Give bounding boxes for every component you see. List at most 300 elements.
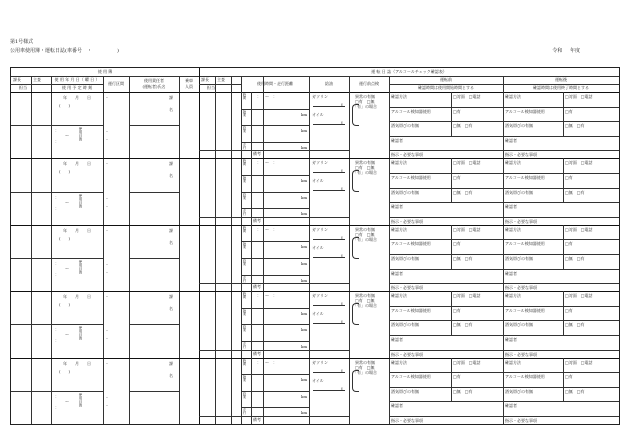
fuel-oil-label: オイル bbox=[312, 112, 324, 117]
entry-section-label: 課 bbox=[169, 227, 173, 233]
right-col-6 bbox=[349, 76, 350, 424]
defect-label: 異常の有無 bbox=[355, 160, 375, 166]
right-col-2 bbox=[231, 76, 232, 424]
before-method-options: □対面 □電話 bbox=[453, 293, 481, 299]
entry-start-time: ： bbox=[55, 194, 59, 200]
confirm-row-rule bbox=[389, 107, 619, 108]
remarks-rule bbox=[199, 416, 349, 417]
fuel-oil-label: オイル bbox=[312, 377, 324, 383]
before-method-options: □対面 □電話 bbox=[453, 359, 481, 365]
entry-start-time: ： bbox=[55, 393, 59, 399]
after-instruction-label: 指示・必要な事項 bbox=[505, 351, 537, 357]
entry-name-label: 名 bbox=[169, 107, 173, 112]
entry-route-dot-3: ・ bbox=[105, 402, 109, 408]
entry-tilde: 〜 bbox=[65, 332, 69, 338]
entry-purpose: 使用目的 bbox=[79, 260, 83, 274]
usage-label-col bbox=[251, 291, 252, 357]
confirm-row-rule bbox=[389, 350, 619, 351]
usage-end-label: 終業 bbox=[242, 325, 246, 332]
entry-section-label: 課 bbox=[169, 360, 173, 366]
after-alcohol-option: □有 bbox=[565, 241, 573, 247]
usage-time-label: 時間 bbox=[242, 225, 246, 233]
usage-start-label: 始業 bbox=[242, 375, 246, 382]
entry-start-time: ： bbox=[55, 128, 59, 134]
entry-route-dot-3: ・ bbox=[105, 336, 109, 342]
confirm-row-rule bbox=[389, 188, 619, 189]
block-separator bbox=[11, 158, 619, 159]
usage-time-label: 時間 bbox=[242, 93, 246, 100]
before-alcohol-option: □有 bbox=[453, 374, 461, 380]
before-method-label: 確認方法 bbox=[391, 94, 407, 99]
after-method-options: □対面 □電話 bbox=[565, 160, 593, 166]
entry-end-time: ： bbox=[55, 404, 59, 410]
entry-route-dot-3: ・ bbox=[105, 270, 109, 275]
left-user-header-1: 使用責任者 bbox=[144, 78, 164, 83]
right-col-1 bbox=[215, 76, 216, 424]
after-instruction-label: 指示・必要な事項 bbox=[505, 418, 537, 423]
entry-weekday: ( ) bbox=[59, 368, 71, 374]
entry-weekday: ( ) bbox=[59, 302, 71, 308]
gasoline-unit: ℓ bbox=[341, 168, 343, 174]
fuel-oil-label: オイル bbox=[312, 244, 324, 250]
before-drunk-label: 酒気帯びの有無 bbox=[391, 189, 419, 195]
remarks-label: 備考 bbox=[253, 217, 261, 223]
entry-route-dot-2: ・ bbox=[105, 328, 109, 334]
hanno-split bbox=[11, 192, 51, 193]
left-dept-header: 課長 bbox=[13, 77, 21, 82]
entry-tilde: 〜 bbox=[65, 199, 69, 205]
fuel-oil-label: オイル bbox=[312, 178, 324, 184]
after-drunk-label: 酒気帯びの有無 bbox=[505, 322, 533, 328]
after-alcohol-option: □有 bbox=[565, 175, 573, 180]
entry-route-dot-2: ・ bbox=[105, 262, 109, 267]
fuel-gasoline-label: ガソリン bbox=[312, 359, 328, 365]
date-split bbox=[51, 192, 103, 193]
fuel-gasoline-label: ガソリン bbox=[312, 226, 328, 232]
right-col-4 bbox=[263, 76, 264, 424]
entry-date: 年 月 日 bbox=[63, 360, 91, 366]
before-drunk-label: 酒気帯びの有無 bbox=[391, 256, 419, 261]
date-split bbox=[51, 258, 103, 259]
after-drunk-label: 酒気帯びの有無 bbox=[505, 256, 533, 261]
usage-distance-label: 走行 bbox=[242, 275, 246, 282]
right-chief-header: 主査 bbox=[217, 77, 225, 82]
after-instruction-label: 指示・必要な事項 bbox=[505, 152, 537, 158]
before-drunk-options: □無 □有 bbox=[453, 123, 473, 129]
log-table bbox=[10, 67, 620, 425]
usage-start-km: km bbox=[301, 244, 308, 250]
before-alcohol-label: アルコール検知器使用 bbox=[391, 108, 431, 114]
remarks-label: 備考 bbox=[253, 417, 261, 422]
after-header: 運転後 bbox=[555, 77, 567, 82]
fiscal-year bbox=[546, 47, 580, 54]
after-confirmer-label: 確認者 bbox=[505, 137, 517, 143]
year-label: 年度 bbox=[569, 48, 580, 54]
right-fuel-header: 給油 bbox=[325, 81, 333, 86]
before-method-options: □対面 □電話 bbox=[453, 226, 481, 232]
after-drunk-options: □無 □有 bbox=[565, 256, 585, 261]
entry-weekday: ( ) bbox=[59, 103, 71, 108]
before-value-col bbox=[451, 92, 452, 136]
oil-unit: ℓ bbox=[341, 319, 343, 325]
entry-route-dot-2: ・ bbox=[105, 195, 109, 201]
defect-label: 異常の有無 bbox=[355, 359, 375, 365]
before-method-options: □対面 □電話 bbox=[453, 160, 481, 166]
defect-options: □有 □無 bbox=[355, 298, 375, 304]
defect-options: □有 □無 bbox=[355, 165, 375, 171]
after-drunk-options: □無 □有 bbox=[565, 189, 585, 195]
usage-end-km: km bbox=[301, 261, 308, 266]
after-alcohol-label: アルコール検知器使用 bbox=[505, 241, 545, 247]
after-drunk-label: 酒気帯びの有無 bbox=[505, 123, 533, 129]
usage-time-range: ： 〜 ： bbox=[257, 94, 277, 99]
fuel-gasoline-label: ガソリン bbox=[312, 160, 328, 166]
entry-route-dot-2: ・ bbox=[105, 129, 109, 135]
before-confirmer-label: 確認者 bbox=[391, 403, 403, 409]
after-alcohol-option: □有 bbox=[565, 374, 573, 380]
before-confirmer-label: 確認者 bbox=[391, 204, 403, 210]
gasoline-unit: ℓ bbox=[341, 301, 343, 307]
fuel-gasoline-label: ガソリン bbox=[312, 293, 328, 299]
confirm-row-rule bbox=[389, 306, 619, 307]
remarks-rule bbox=[199, 283, 349, 284]
user-split bbox=[129, 192, 179, 193]
date-split bbox=[51, 391, 103, 392]
before-method-label: 確認方法 bbox=[391, 160, 407, 166]
defect-if-yes: 「有」の場合 bbox=[353, 170, 377, 176]
before-header: 運転前 bbox=[440, 77, 452, 82]
entry-weekday: ( ) bbox=[59, 235, 71, 241]
before-instruction-label: 指示・必要な事項 bbox=[391, 218, 423, 224]
before-alcohol-option: □有 bbox=[453, 307, 461, 313]
confirm-row-rule bbox=[389, 401, 619, 402]
era-label: 令和 bbox=[552, 48, 563, 54]
after-sub-header: 確認時間は使用終了時間とする bbox=[533, 85, 589, 90]
usage-end-label: 終業 bbox=[242, 192, 246, 199]
left-col-1 bbox=[31, 76, 32, 424]
date-split bbox=[51, 324, 103, 325]
after-method-label: 確認方法 bbox=[505, 359, 521, 365]
usage-distance-km: km bbox=[301, 144, 308, 150]
before-alcohol-option: □有 bbox=[453, 108, 461, 114]
entry-route-dot-1: ・ bbox=[105, 95, 109, 100]
defect-if-yes: 「有」の場合 bbox=[353, 104, 377, 109]
defect-bracket bbox=[352, 170, 359, 192]
after-drunk-options: □無 □有 bbox=[565, 123, 585, 129]
entry-purpose: 使用目的 bbox=[79, 193, 83, 208]
usage-distance-km: km bbox=[301, 211, 308, 217]
block-separator bbox=[11, 225, 619, 226]
defect-if-yes: 「有」の場合 bbox=[353, 236, 377, 242]
usage-distance-label: 走行 bbox=[242, 209, 246, 216]
remarks-rule bbox=[199, 150, 349, 151]
after-method-label: 確認方法 bbox=[505, 94, 521, 99]
before-drunk-options: □無 □有 bbox=[453, 388, 473, 394]
section-divider bbox=[199, 68, 200, 424]
after-alcohol-label: アルコール検知器使用 bbox=[505, 175, 545, 180]
usage-label-col bbox=[251, 92, 252, 158]
before-instruction-label: 指示・必要な事項 bbox=[391, 152, 423, 158]
confirm-row-rule bbox=[389, 335, 619, 336]
remarks-rule bbox=[199, 217, 349, 218]
usage-distance-label: 走行 bbox=[242, 142, 246, 150]
defect-options: □有 □無 bbox=[355, 364, 375, 370]
right-dept-header: 課長 bbox=[201, 77, 209, 82]
after-drunk-label: 酒気帯びの有無 bbox=[505, 189, 533, 195]
after-drunk-label: 酒気帯びの有無 bbox=[505, 388, 533, 394]
usage-time-range: ： 〜 ： bbox=[257, 160, 277, 166]
after-drunk-options: □無 □有 bbox=[565, 388, 585, 394]
fuel-gasoline-label: ガソリン bbox=[312, 94, 328, 99]
usage-start-km: km bbox=[301, 310, 308, 316]
before-instruction-label: 指示・必要な事項 bbox=[391, 418, 423, 423]
after-alcohol-label: アルコール検知器使用 bbox=[505, 108, 545, 114]
confirm-row-rule bbox=[389, 202, 619, 203]
after-method-options: □対面 □電話 bbox=[565, 359, 593, 365]
remarks-label: 備考 bbox=[253, 284, 261, 290]
confirm-row-rule bbox=[389, 269, 619, 270]
confirm-row-rule bbox=[389, 387, 619, 388]
entry-date: 年 月 日 bbox=[63, 161, 91, 167]
confirm-row-rule bbox=[389, 283, 619, 284]
entry-route-dot-2: ・ bbox=[105, 394, 109, 400]
after-confirmer-label: 確認者 bbox=[505, 337, 517, 342]
before-drunk-label: 酒気帯びの有無 bbox=[391, 123, 419, 129]
oil-unit: ℓ bbox=[341, 120, 343, 125]
usage-end-label: 終業 bbox=[242, 126, 246, 133]
left-col-2 bbox=[51, 76, 52, 424]
left-col-3 bbox=[103, 76, 104, 424]
user-split bbox=[129, 258, 179, 259]
after-value-col bbox=[563, 291, 564, 335]
before-confirmer-label: 確認者 bbox=[391, 270, 403, 276]
after-instruction-label: 指示・必要な事項 bbox=[505, 285, 537, 291]
after-method-options: □対面 □電話 bbox=[565, 293, 593, 299]
hanno-split bbox=[11, 391, 51, 392]
right-header-mid bbox=[199, 84, 241, 85]
left-route-header: 運行区間 bbox=[108, 81, 124, 86]
before-sub-header: 確認時間は使用開始時間とする bbox=[418, 85, 474, 90]
entry-end-time: ： bbox=[55, 338, 59, 344]
usage-end-km: km bbox=[301, 327, 308, 333]
after-value-col bbox=[563, 158, 564, 202]
before-drunk-options: □無 □有 bbox=[453, 189, 473, 195]
usage-log-title: 使 用 簿 bbox=[97, 69, 113, 74]
fuel-oil-label: オイル bbox=[312, 311, 324, 317]
oil-unit: ℓ bbox=[341, 252, 343, 258]
before-alcohol-label: アルコール検知器使用 bbox=[391, 307, 431, 313]
usage-end-label: 終業 bbox=[242, 391, 246, 399]
confirm-row-rule bbox=[389, 217, 619, 218]
usage-time-range: ： 〜 ： bbox=[257, 293, 277, 299]
oil-unit: ℓ bbox=[341, 186, 343, 192]
usage-distance-km: km bbox=[301, 277, 308, 283]
confirm-row-rule bbox=[389, 173, 619, 174]
block-separator bbox=[11, 291, 619, 292]
usage-start-km: km bbox=[301, 178, 308, 183]
usage-distance-km: km bbox=[301, 410, 308, 416]
defect-options: □有 □無 bbox=[355, 99, 375, 104]
entry-weekday: ( ) bbox=[59, 169, 71, 175]
after-value-col bbox=[563, 92, 564, 136]
remarks-label: 備考 bbox=[253, 350, 261, 356]
remarks-rule bbox=[199, 350, 349, 351]
usage-label-col bbox=[251, 358, 252, 424]
left-date-header: 使 用 年 月 日（ 曜 日 ） bbox=[54, 77, 100, 82]
user-split bbox=[129, 125, 179, 126]
after-method-options: □対面 □電話 bbox=[565, 226, 593, 232]
defect-label: 異常の有無 bbox=[355, 293, 375, 299]
entry-start-time: ： bbox=[55, 261, 59, 266]
entry-route-dot-3: ・ bbox=[105, 137, 109, 143]
usage-start-km: km bbox=[301, 377, 308, 383]
before-drunk-label: 酒気帯びの有無 bbox=[391, 322, 419, 328]
gasoline-unit: ℓ bbox=[341, 102, 343, 107]
hanno-split bbox=[11, 324, 51, 325]
confirm-row-rule bbox=[389, 150, 619, 151]
entry-route-dot-3: ・ bbox=[105, 203, 109, 209]
left-count-header-1: 乗車 bbox=[185, 78, 193, 83]
defect-bracket bbox=[352, 104, 359, 126]
confirm-row-rule bbox=[389, 254, 619, 255]
before-alcohol-label: アルコール検知器使用 bbox=[391, 175, 431, 180]
usage-end-label: 終業 bbox=[242, 259, 246, 266]
entry-route-dot-1: ・ bbox=[105, 227, 109, 233]
defect-if-yes: 「有」の場合 bbox=[353, 303, 377, 309]
usage-start-label: 始業 bbox=[242, 109, 246, 116]
usage-time-range: ： 〜 ： bbox=[257, 226, 277, 232]
before-confirmer-label: 確認者 bbox=[391, 337, 403, 342]
hanno-split bbox=[11, 258, 51, 259]
defect-options: □有 □無 bbox=[355, 231, 375, 237]
after-instruction-label: 指示・必要な事項 bbox=[505, 218, 537, 224]
usage-start-label: 始業 bbox=[242, 242, 246, 249]
right-status-header: 運行前点検 bbox=[359, 81, 379, 86]
before-alcohol-label: アルコール検知器使用 bbox=[391, 241, 431, 247]
entry-tilde: 〜 bbox=[65, 266, 69, 271]
left-hanno-header: 担当 bbox=[19, 85, 27, 90]
usage-start-km: km bbox=[301, 111, 308, 117]
usage-time-label: 時間 bbox=[242, 358, 246, 365]
confirm-row-rule bbox=[389, 136, 619, 137]
before-method-label: 確認方法 bbox=[391, 359, 407, 365]
entry-name-label: 名 bbox=[169, 239, 173, 245]
after-alcohol-option: □有 bbox=[565, 108, 573, 114]
usage-time-label: 時間 bbox=[242, 159, 246, 166]
entry-section-label: 課 bbox=[169, 95, 173, 100]
after-alcohol-label: アルコール検知器使用 bbox=[505, 374, 545, 380]
date-split bbox=[51, 125, 103, 126]
before-confirmer-label: 確認者 bbox=[391, 137, 403, 143]
hanno-split bbox=[11, 125, 51, 126]
after-drunk-options: □無 □有 bbox=[565, 322, 585, 328]
before-drunk-options: □無 □有 bbox=[453, 322, 473, 328]
user-split bbox=[129, 391, 179, 392]
before-alcohol-option: □有 bbox=[453, 241, 461, 247]
left-user-header-2: (運転者)氏名 bbox=[142, 84, 166, 89]
defect-label: 異常の有無 bbox=[355, 226, 375, 232]
usage-label-col bbox=[251, 158, 252, 224]
before-value-col bbox=[451, 291, 452, 335]
oil-unit: ℓ bbox=[341, 385, 343, 391]
header-bottom-rule bbox=[11, 92, 619, 93]
usage-end-km: km bbox=[301, 194, 308, 200]
usage-distance-label: 走行 bbox=[242, 408, 246, 415]
before-method-label: 確認方法 bbox=[391, 226, 407, 232]
after-alcohol-option: □有 bbox=[565, 307, 573, 313]
defect-bracket bbox=[352, 237, 359, 259]
after-confirmer-label: 確認者 bbox=[505, 403, 517, 409]
usage-start-label: 始業 bbox=[242, 176, 246, 183]
after-method-label: 確認方法 bbox=[505, 160, 521, 166]
defect-bracket bbox=[352, 370, 359, 392]
after-value-col bbox=[563, 358, 564, 402]
block-separator bbox=[11, 358, 619, 359]
defect-bracket bbox=[352, 303, 359, 325]
usage-end-km: km bbox=[301, 393, 308, 399]
entry-tilde: 〜 bbox=[65, 398, 69, 404]
usage-start-label: 始業 bbox=[242, 308, 246, 316]
user-split bbox=[129, 324, 179, 325]
entry-route-dot-1: ・ bbox=[105, 161, 109, 167]
entry-route-dot-1: ・ bbox=[105, 360, 109, 366]
before-drunk-options: □無 □有 bbox=[453, 256, 473, 261]
after-method-options: □対面 □電話 bbox=[565, 94, 593, 99]
before-value-col bbox=[451, 358, 452, 402]
before-instruction-label: 指示・必要な事項 bbox=[391, 285, 423, 291]
entry-purpose: 使用目的 bbox=[79, 326, 83, 341]
usage-distance-km: km bbox=[301, 344, 308, 349]
usage-end-km: km bbox=[301, 128, 308, 134]
left-time-header: 使 用 予 定 時 刻 bbox=[61, 85, 93, 90]
after-value-col bbox=[563, 225, 564, 269]
entry-end-time: ： bbox=[55, 272, 59, 277]
entry-name-label: 名 bbox=[169, 306, 173, 312]
driving-log-title: 運 転 日 誌（アルコールチェック確認表） bbox=[371, 69, 447, 74]
after-method-label: 確認方法 bbox=[505, 293, 521, 299]
left-col-4 bbox=[129, 76, 130, 424]
entry-section-label: 課 bbox=[169, 294, 173, 300]
form-title: 公用車使用簿・運転日誌(車番号 ・ ) bbox=[10, 48, 119, 54]
before-value-col bbox=[451, 158, 452, 202]
before-drunk-label: 酒気帯びの有無 bbox=[391, 388, 419, 394]
remarks-label: 備考 bbox=[253, 151, 261, 157]
left-chief-header: 主査 bbox=[33, 77, 41, 82]
usage-label-col bbox=[251, 225, 252, 291]
entry-date: 年 月 日 bbox=[63, 294, 91, 300]
form-number: 第1号様式 bbox=[10, 39, 34, 45]
gasoline-unit: ℓ bbox=[341, 234, 343, 240]
entry-date: 年 月 日 bbox=[63, 95, 91, 100]
usage-time-label: 時間 bbox=[242, 292, 246, 299]
left-col-5 bbox=[179, 76, 180, 424]
entry-purpose: 使用目的 bbox=[79, 127, 83, 142]
after-alcohol-label: アルコール検知器使用 bbox=[505, 307, 545, 313]
gasoline-unit: ℓ bbox=[341, 367, 343, 373]
defect-if-yes: 「有」の場合 bbox=[353, 369, 377, 375]
after-confirmer-label: 確認者 bbox=[505, 270, 517, 276]
before-alcohol-option: □有 bbox=[453, 175, 461, 180]
entry-section-label: 課 bbox=[169, 161, 173, 167]
right-col-5 bbox=[309, 76, 310, 424]
entry-end-time: ： bbox=[55, 139, 59, 145]
before-instruction-label: 指示・必要な事項 bbox=[391, 351, 423, 357]
before-alcohol-label: アルコール検知器使用 bbox=[391, 374, 431, 380]
entry-start-time: ： bbox=[55, 327, 59, 333]
entry-purpose: 使用目的 bbox=[79, 392, 83, 407]
usage-time-range: ： 〜 ： bbox=[257, 359, 277, 365]
defect-label: 異常の有無 bbox=[355, 94, 375, 99]
